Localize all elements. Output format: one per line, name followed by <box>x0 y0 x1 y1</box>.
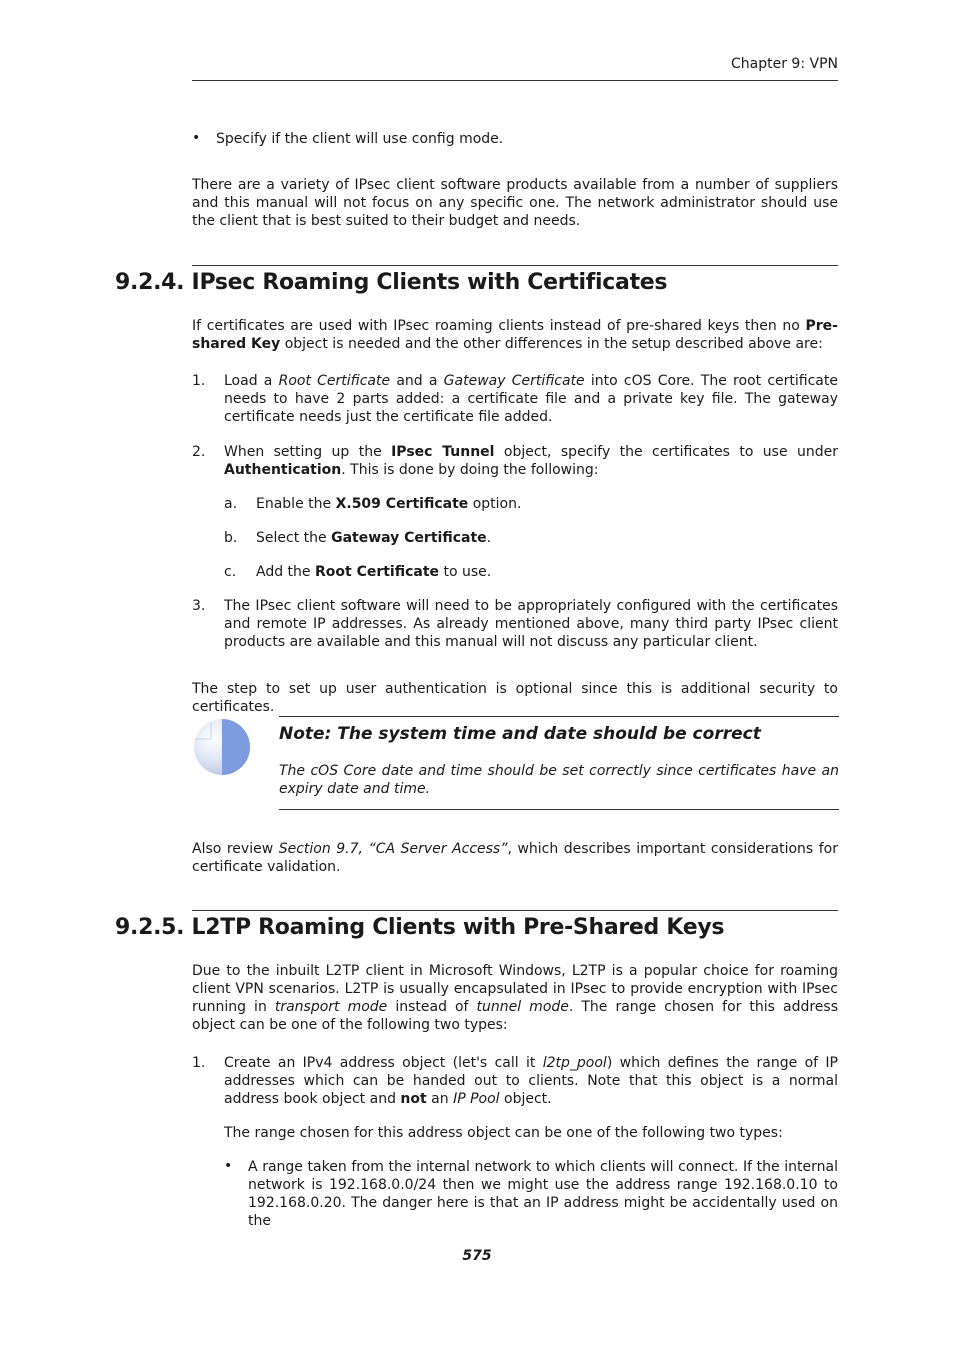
section2-intro: Due to the inbuilt L2TP client in Microsoft Windows, L2TP is a popular choice for roaming client VPN scenarios. L2TP is usually encapsulated in IPsec to provide encryption with IPsec running in transport mode instead of tunnel mode. The range chosen for this address object can be one of the following two types: <box>192 963 839 1033</box>
review-paragraph: Also review Section 9.7, “CA Server Access”, which describes important considerations for certificate validation. <box>192 841 838 875</box>
list-item-paragraph: The range chosen for this address object can be one of the following two types: <box>224 1125 783 1141</box>
section-title: 9.2.4. IPsec Roaming Clients with Certificates <box>115 270 668 295</box>
intro-paragraph: There are a variety of IPsec client software products available from a number of suppliers and this manual will not focus on any specific one. The network administrator should use the client that is best suited to their budget and needs. <box>192 177 838 229</box>
bullet-marker: • <box>224 1158 233 1174</box>
section-rule <box>192 910 838 911</box>
list-number: 1. <box>192 1055 206 1071</box>
chapter-header: Chapter 9: VPN <box>731 56 838 72</box>
list-number: 2. <box>192 444 206 460</box>
sublist-letter: c. <box>224 564 237 580</box>
list-item-text: Create an IPv4 address object (let's call it l2tp_pool) which defines the range of IP addresses which can be handed out to clients. Note that this object is a normal address book object and not an IP Pool object. <box>224 1055 839 1107</box>
list-item-text: When setting up the IPsec Tunnel object, specify the certificates to use under Authentication. This is done by doing the following: <box>224 444 838 478</box>
note-bottom-rule <box>279 809 839 810</box>
list-item-text: Load a Root Certificate and a Gateway Certificate into cOS Core. The root certificate needs to have 2 parts added: a certificate file and a private key file. The gateway certificate needs just the certificate file added. <box>224 373 838 425</box>
section1-intro: If certificates are used with IPsec roaming clients instead of pre-shared keys then no Pre-shared Key object is needed and the other differences in the setup described above are: <box>192 318 838 352</box>
sublist-letter: a. <box>224 496 238 512</box>
note-top-rule <box>279 716 839 717</box>
list-number: 3. <box>192 598 206 614</box>
section-rule <box>192 265 838 266</box>
header-rule <box>192 80 838 81</box>
bullet-text: A range taken from the internal network to which clients will connect. If the internal network is 192.168.0.0/24 then we might use the address range 192.168.0.10 to 192.168.0.20. The danger here is that an IP address might be accidentally used on the <box>248 1159 838 1229</box>
sublist-letter: b. <box>224 530 238 546</box>
sublist-text: Select the Gateway Certificate. <box>256 530 492 546</box>
note-body: The cOS Core date and time should be set correctly since certificates have an expiry date and time. <box>279 763 839 797</box>
note-title: Note: The system time and date should be correct <box>279 724 761 744</box>
bullet-marker: • <box>192 130 201 146</box>
sublist-text: Enable the X.509 Certificate option. <box>256 496 522 512</box>
page-number: 575 <box>462 1248 492 1264</box>
paragraph: The step to set up user authentication is optional since this is additional security to certificates. <box>192 681 838 715</box>
list-item-text: The IPsec client software will need to be appropriately configured with the certificates and remote IP addresses. As already mentioned above, many third party IPsec client products are available and this manual will not discuss any particular client. <box>224 598 838 650</box>
sublist-text: Add the Root Certificate to use. <box>256 564 492 580</box>
note-icon <box>193 717 251 777</box>
list-number: 1. <box>192 373 206 389</box>
section-title: 9.2.5. L2TP Roaming Clients with Pre-Shared Keys <box>115 915 725 940</box>
intro-bullet-text: Specify if the client will use config mode. <box>216 131 504 147</box>
